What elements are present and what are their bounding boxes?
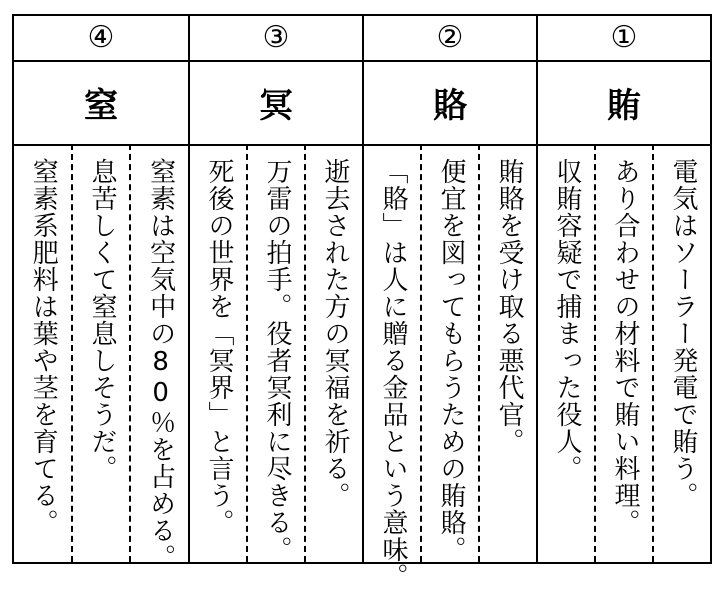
kanji-cell-3 [188, 60, 362, 144]
sentence-column [131, 144, 188, 571]
sentence-column [190, 144, 248, 562]
target-kanji: 冥 [259, 85, 293, 126]
example-sentence: 賄賂を受け取る悪代官。 [493, 158, 524, 455]
item-number: ③ [262, 20, 290, 55]
example-sentence: 収賄容疑で捕まった役人。 [551, 158, 582, 482]
example-sentence: 窒素系肥料は葉や茎を育てる。 [28, 158, 59, 536]
number-cell-3 [188, 16, 362, 60]
target-kanji: 賂 [433, 85, 467, 126]
kanji-worksheet [12, 14, 712, 590]
sentence-column [538, 144, 596, 562]
target-kanji: 賄 [607, 85, 641, 126]
number-cell-2 [362, 16, 536, 60]
example-sentence: 便宜を図ってもらうための賄賂。 [435, 158, 466, 563]
sentence-column [306, 144, 362, 562]
sentence-column [654, 144, 710, 562]
target-kanji: 窒 [84, 85, 118, 126]
sentence-column [248, 144, 306, 562]
sentence-column [422, 144, 480, 562]
kanji-cell-2 [362, 60, 536, 144]
item-number: ① [610, 20, 638, 55]
sentence-group-1 [536, 144, 710, 562]
item-number: ② [436, 20, 464, 55]
example-sentence: 死後の世界を「冥界」と言う。 [203, 158, 234, 536]
sentence-group-3 [188, 144, 362, 562]
example-sentence: 電気はソーラー発電で賄う。 [667, 158, 698, 509]
number-cell-1 [536, 16, 710, 60]
example-sentence: 息苦しくて窒息しそうだ。 [86, 158, 117, 482]
sentence-column [364, 144, 422, 590]
sentence-column [480, 144, 536, 562]
kanji-cell-1 [536, 60, 710, 144]
sentence-column [14, 144, 73, 562]
example-sentence: あり合わせの材料で賄い料理。 [609, 158, 640, 536]
example-sentence: 逝去された方の冥福を祈る。 [319, 158, 350, 509]
sentence-group-4 [14, 144, 188, 571]
item-number: ④ [87, 20, 115, 55]
example-sentence: 窒素は空気中の80％を占める。 [145, 158, 176, 571]
sentence-column [596, 144, 654, 562]
sentence-group-2 [362, 144, 536, 590]
number-cell-4 [14, 16, 188, 60]
sentence-column [73, 144, 132, 562]
kanji-cell-4 [14, 60, 188, 144]
example-sentence: 「賂」は人に贈る金品という意味。 [377, 158, 408, 590]
kanji-row [14, 60, 710, 146]
example-sentences [14, 144, 710, 590]
example-sentence: 万雷の拍手。役者冥利に尽きる。 [261, 158, 292, 563]
number-row [14, 16, 710, 62]
